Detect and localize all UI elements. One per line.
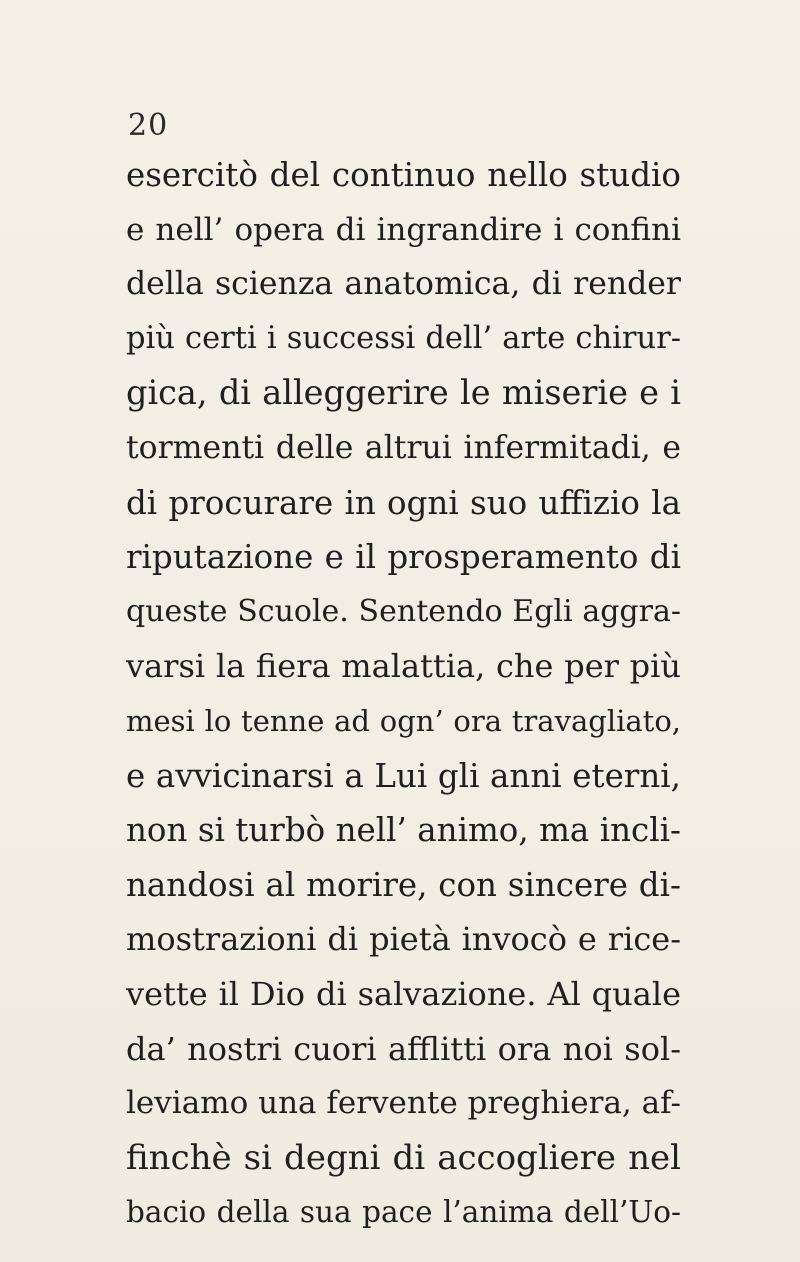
text-line: più certi i successi dell’ arte chirur- (126, 320, 681, 356)
text-line: da’ nostri cuori afflitti ora noi sol- (126, 1029, 681, 1068)
text-line: riputazione e il prosperamento di (126, 538, 681, 577)
page-number: 20 (128, 108, 169, 143)
text-line: gica, di alleggerire le miserie e i (126, 373, 681, 413)
text-line: non si turbò nell’ animo, ma incli- (126, 811, 681, 850)
text-line: tormenti delle altrui infermitadi, e (126, 429, 681, 466)
text-line: mostrazioni di pietà invocò e rice- (126, 920, 681, 959)
text-line: vette il Dio di salvazione. Al quale (126, 974, 681, 1013)
text-line: esercitò del continuo nello studio (126, 156, 681, 194)
text-line: e avvicinarsi a Lui gli anni eterni, (126, 756, 681, 795)
body-text (126, 148, 681, 1240)
text-line: e nell’ opera di ingrandire i confini (126, 211, 681, 248)
text-line: finchè si degni di accogliere nel (126, 1137, 681, 1178)
text-line: della scienza anatomica, di render (126, 266, 681, 303)
text-line: varsi la fiera malattia, che per più (126, 647, 681, 686)
text-line: queste Scuole. Sentendo Egli aggra- (126, 593, 681, 629)
text-line: nandosi al morire, con sincere di- (126, 865, 681, 904)
text-line: leviamo una fervente preghiera, af- (126, 1085, 681, 1122)
text-line: mesi lo tenne ad ogn’ ora travagliato, (126, 703, 681, 738)
text-line: di procurare in ogni suo uffizio la (126, 483, 681, 522)
text-line: bacio della sua pace l’anima dell’Uo- (126, 1195, 681, 1230)
